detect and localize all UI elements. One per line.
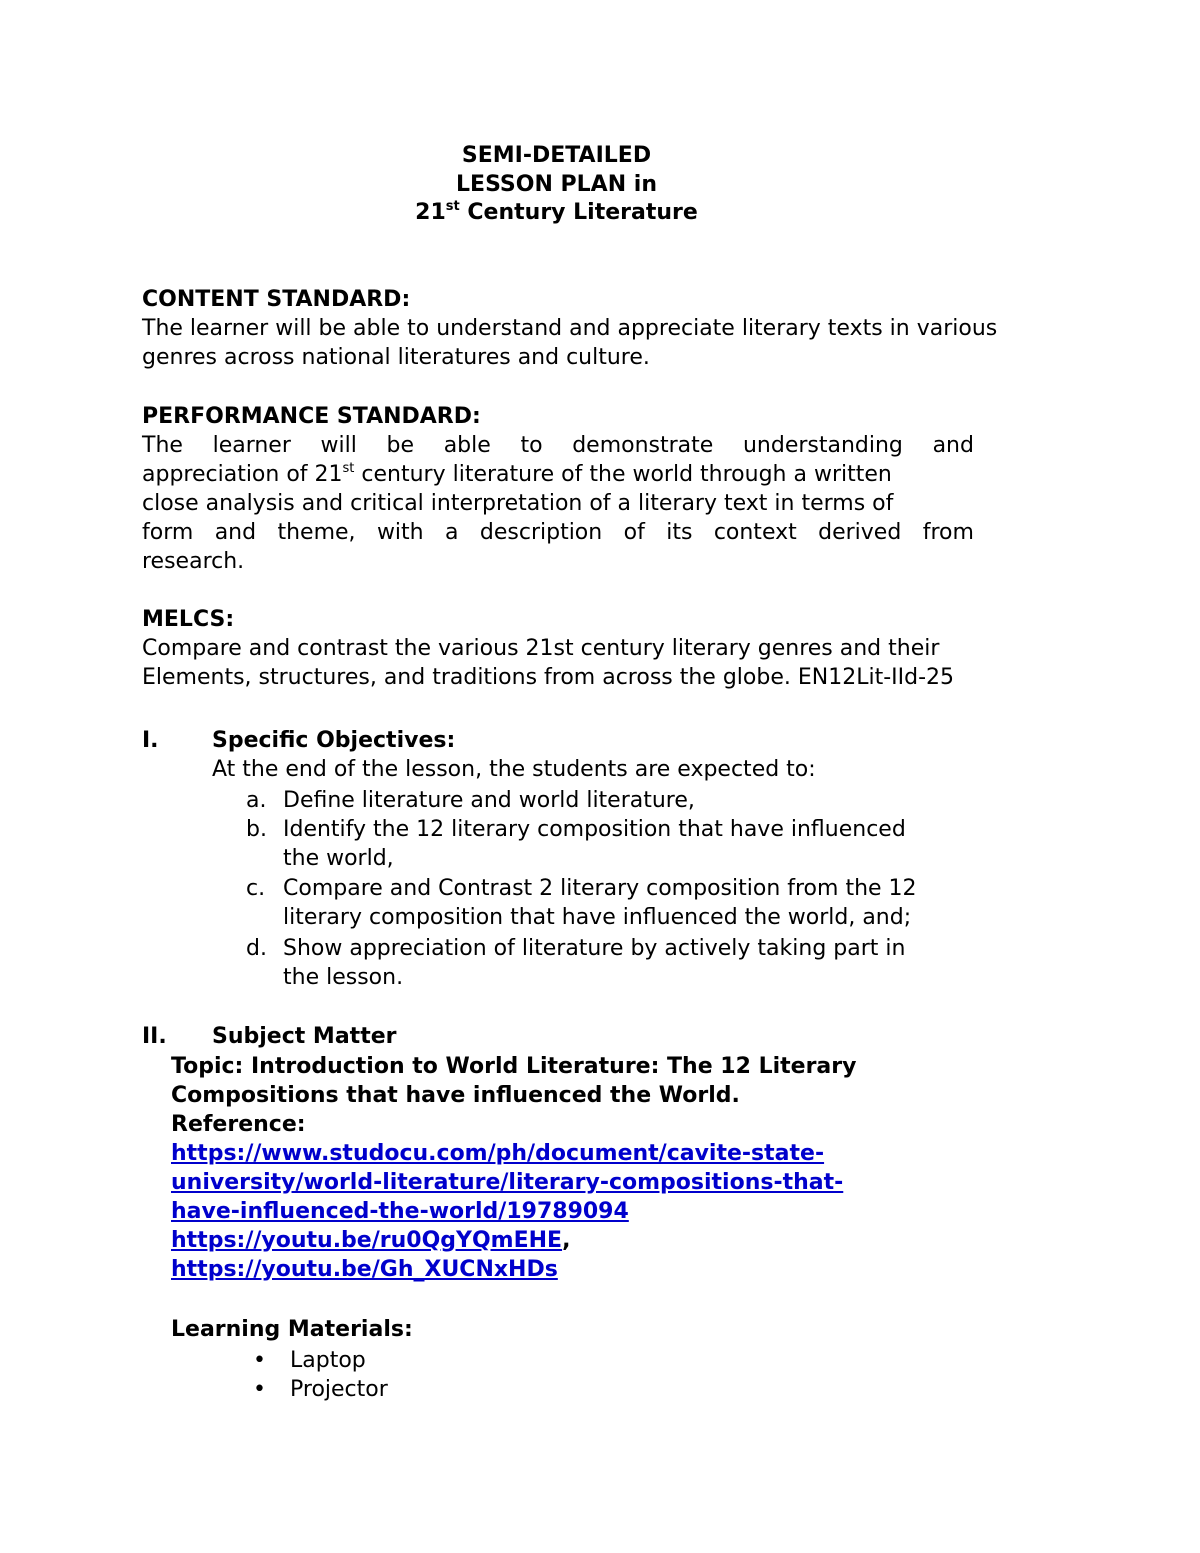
word: from [922,520,974,545]
list-item: Show appreciation of literature by actively taking part in [283,936,906,961]
link-separator: , [562,1228,571,1253]
word: its [666,520,693,545]
performance-standard-line [142,460,892,489]
topic-line: Compositions that have influenced the World. [171,1083,740,1108]
title-subject: Century Literature [459,200,698,225]
reference-link-line[interactable] [171,1197,629,1226]
list-item: Define literature and world literature, [283,788,695,813]
performance-standard-heading: PERFORMANCE STANDARD: [142,404,481,429]
title-line-2: LESSON PLAN in [456,172,657,197]
objectives-intro: At the end of the lesson, the students are expected to: [212,757,816,782]
text-run: appreciation of 21 [142,462,343,487]
title-ordinal: 21 [415,200,446,225]
title-line-1: SEMI-DETAILED [461,143,652,168]
melcs-heading: MELCS: [142,607,235,632]
word: form [142,520,194,545]
material-item: Projector [290,1377,388,1402]
ordinal-suffix: st [342,460,355,476]
objectives-heading: Specific Objectives: [212,728,456,753]
performance-standard-line: close analysis and critical interpretation of a literary text in terms of [142,491,894,516]
word: learner [212,433,291,458]
title-line-3 [0,198,1113,227]
word: understanding [742,433,903,458]
word: The [142,433,183,458]
list-marker: c. [246,876,266,901]
bullet: • [253,1377,266,1402]
youtube-link[interactable]: https://youtu.be/ru0QgYQmEHE [171,1228,563,1253]
reference-link[interactable]: https://www.studocu.com/ph/document/cavite-state- [171,1141,825,1166]
bullet: • [253,1348,266,1373]
performance-standard-line: research. [142,549,245,574]
word: description [479,520,603,545]
list-item: Compare and Contrast 2 literary composition from the 12 [283,876,917,901]
word: will [320,433,357,458]
word: and [214,520,257,545]
reference-link-line[interactable] [171,1139,824,1168]
performance-standard-line [142,431,974,460]
reference-link[interactable]: university/world-literature/literary-compositions-that- [171,1170,844,1195]
melcs-line: Elements, structures, and traditions from across the globe. EN12Lit-IId-25 [142,665,955,690]
list-item-continuation: the world, [283,846,394,871]
content-standard-heading: CONTENT STANDARD: [142,287,411,312]
list-item-continuation: the lesson. [283,965,404,990]
content-standard-line: The learner will be able to understand and appreciate literary texts in various [142,316,998,341]
word: of [623,520,645,545]
subject-matter-heading: Subject Matter [212,1024,397,1049]
list-item: Identify the 12 literary composition that have influenced [283,817,906,842]
list-marker: b. [246,817,267,842]
reference-label: Reference: [171,1112,306,1137]
section-numeral: II. [142,1024,167,1049]
title-ordinal-suffix: st [445,198,460,214]
word: derived [818,520,902,545]
word: be [386,433,415,458]
list-marker: d. [246,936,267,961]
topic-line: Topic: Introduction to World Literature: The 12 Literary [171,1054,857,1079]
text-run: century literature of the world through a written [354,462,892,487]
content-standard-line: genres across national literatures and culture. [142,345,650,370]
word: demonstrate [572,433,714,458]
learning-materials-heading: Learning Materials: [171,1317,413,1342]
word: theme, [277,520,356,545]
word: with [376,520,424,545]
reference-link-line[interactable] [171,1168,843,1197]
list-marker: a. [246,788,267,813]
section-numeral: I. [142,728,159,753]
word: a [445,520,459,545]
word: context [713,520,797,545]
performance-standard-line [142,518,974,547]
material-item: Laptop [290,1348,366,1373]
word: able [443,433,491,458]
youtube-link-line[interactable] [171,1255,558,1284]
word: and [932,433,974,458]
list-item-continuation: literary composition that have influenced the world, and; [283,905,912,930]
reference-link[interactable]: have-influenced-the-world/19789094 [171,1199,629,1224]
youtube-link[interactable]: https://youtu.be/Gh_XUCNxHDs [171,1257,558,1282]
word: to [520,433,543,458]
youtube-link-line [171,1226,570,1255]
melcs-line: Compare and contrast the various 21st century literary genres and their [142,636,940,661]
